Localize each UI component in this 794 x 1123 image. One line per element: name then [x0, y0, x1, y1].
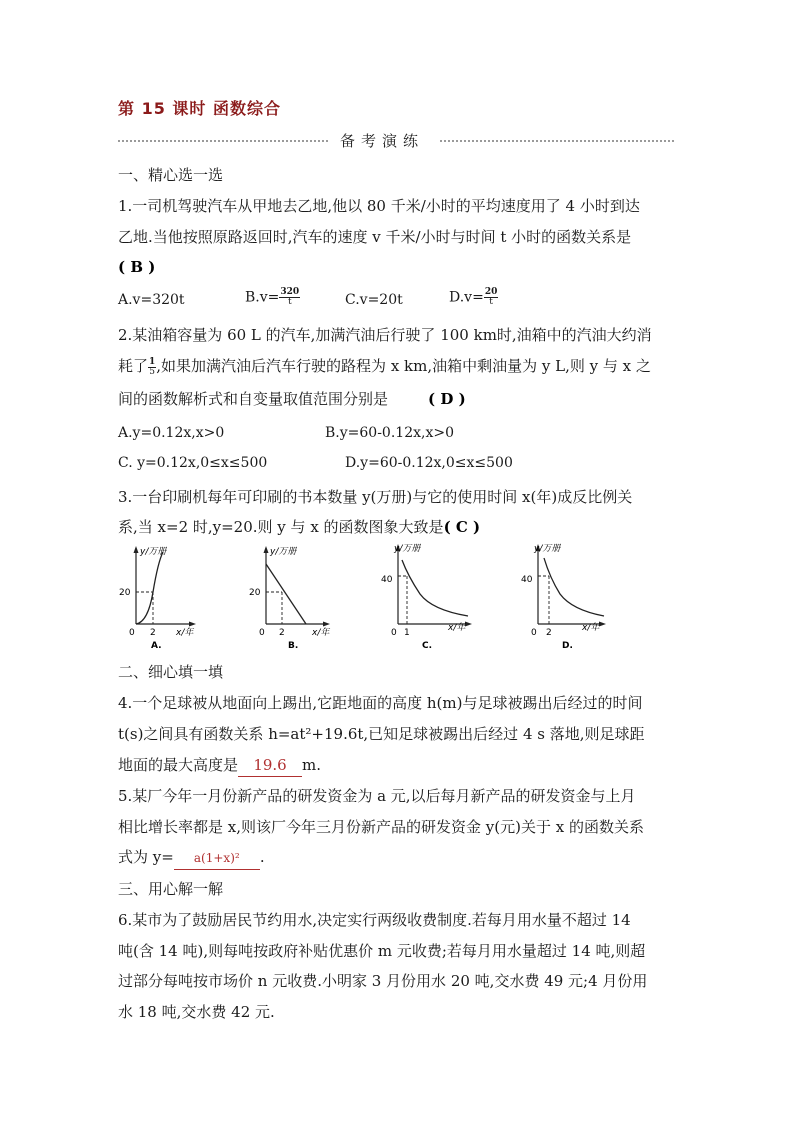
banner-divider-right — [440, 140, 674, 142]
question-4-line-1: 4.一个足球被从地面向上踢出,它距地面的高度 h(m)与足球被踢出后经过的时间 — [118, 694, 643, 712]
graph-b-xtick: 2 — [279, 628, 285, 638]
option-b-fraction — [279, 288, 300, 307]
question-2-line-3 — [118, 388, 466, 410]
question-1-option-c: C.v=20t — [345, 292, 403, 308]
option-d-numerator: 20 — [484, 287, 498, 297]
question-2-line-1: 2.某油箱容量为 60 L 的汽车,加满汽油后行驶了 100 km时,油箱中的汽油大约消 — [118, 326, 652, 344]
fraction-numerator: 1 — [149, 356, 156, 367]
option-b-denominator: t — [287, 297, 292, 307]
graph-d — [521, 543, 606, 651]
banner-text: 备考演练 — [340, 132, 425, 150]
banner-divider-left — [118, 140, 328, 142]
graph-a-xlabel: x/年 — [176, 628, 194, 638]
question-5-line-2: 相比增长率都是 x,则该厂今年三月份新产品的研发资金 y(元)关于 x 的函数关系 — [118, 818, 644, 836]
question-2-line-2-start: 耗了 — [118, 357, 149, 375]
question-2-option-b: B.y=60-0.12x,x>0 — [325, 425, 454, 441]
question-1-option-d — [449, 288, 498, 307]
question-3-line-2-text: 系,当 x=2 时,y=20.则 y 与 x 的函数图象大致是 — [118, 518, 444, 536]
section-heading-choice: 一、精心选一选 — [118, 166, 224, 184]
graph-a-xtick: 2 — [150, 628, 156, 638]
graph-c-xlabel: x/年 — [448, 623, 466, 633]
graph-d-xlabel: x/年 — [582, 623, 600, 633]
graph-c-ylabel: y/万册 — [394, 544, 421, 554]
option-b-prefix: B.v= — [245, 289, 280, 306]
fraction-denominator: 5 — [149, 366, 156, 377]
question-4-line-3 — [118, 754, 321, 777]
question-1-line-1: 1.一司机驾驶汽车从甲地去乙地,他以 80 千米/小时的平均速度用了 4 小时到达 — [118, 197, 640, 215]
question-4-line-3-start: 地面的最大高度是 — [118, 756, 239, 774]
graph-a-ytick: 20 — [119, 588, 131, 598]
graph-d-origin: 0 — [531, 628, 537, 638]
section-banner — [118, 130, 674, 152]
question-2-line-2-end: ,如果加满汽油后汽车行驶的路程为 x km,油箱中剩油量为 y L,则 y 与 x 之 — [156, 357, 651, 375]
graph-d-ylabel: y/万册 — [534, 544, 561, 554]
section-heading-solve: 三、用心解一解 — [118, 880, 224, 898]
question-2-option-d: D.y=60-0.12x,0≤x≤500 — [345, 455, 513, 471]
question-1-line-2: 乙地.当他按照原路返回时,汽车的速度 v 千米/小时与时间 t 小时的函数关系是 — [118, 228, 632, 246]
question-3-answer: ( C ) — [443, 518, 481, 536]
graph-b-origin: 0 — [259, 628, 265, 638]
graph-c-ytick: 40 — [381, 575, 393, 585]
option-d-denominator: t — [489, 297, 493, 307]
graph-d-xtick: 2 — [546, 628, 552, 638]
question-3-line-2 — [118, 516, 480, 538]
question-4-line-2: t(s)之间具有函数关系 h=at²+19.6t,已知足球被踢出后经过 4 s 落地,则足球距 — [118, 725, 645, 743]
question-6-line-1: 6.某市为了鼓励居民节约用水,决定实行两级收费制度.若每月用水量不超过 14 — [118, 911, 631, 929]
question-6-line-2: 吨(含 14 吨),则每吨按政府补贴优惠价 m 元收费;若每月用水量超过 14 吨,则超 — [118, 942, 646, 960]
question-3-graphs — [118, 540, 618, 655]
graph-b-label: B. — [288, 641, 299, 651]
question-5-line-3-end: . — [259, 848, 265, 866]
question-5-line-3 — [118, 846, 265, 870]
question-2-option-c: C. y=0.12x,0≤x≤500 — [118, 455, 268, 471]
question-6-line-4: 水 18 吨,交水费 42 元. — [118, 1003, 275, 1021]
graph-a-origin: 0 — [129, 628, 135, 638]
question-5-answer-blank: a(1+x)² — [174, 847, 260, 870]
graph-c-origin: 0 — [391, 628, 397, 638]
section-heading-fill: 二、细心填一填 — [118, 663, 224, 681]
graph-b — [249, 546, 330, 651]
graph-d-ytick: 40 — [521, 575, 533, 585]
option-d-prefix: D.v= — [449, 289, 484, 306]
option-b-numerator: 320 — [280, 287, 300, 297]
question-6-line-3: 过部分每吨按市场价 n 元收费.小明家 3 月份用水 20 吨,交水费 49 元;4 月份用 — [118, 972, 648, 990]
graph-b-ytick: 20 — [249, 588, 261, 598]
graph-d-label: D. — [562, 641, 573, 651]
question-1-option-b — [245, 288, 300, 307]
graph-a-label: A. — [151, 641, 162, 651]
graph-a — [119, 546, 196, 651]
graph-a-ylabel: y/万册 — [140, 547, 167, 557]
graph-b-ylabel: y/万册 — [270, 547, 297, 557]
question-2-option-a: A.y=0.12x,x>0 — [118, 425, 225, 441]
question-5-line-3-start: 式为 y= — [118, 848, 174, 866]
graph-b-xlabel: x/年 — [312, 628, 330, 638]
question-1-answer: ( B ) — [118, 258, 156, 276]
graph-c-label: C. — [422, 641, 433, 651]
question-1-option-a: A.v=320t — [118, 292, 185, 308]
question-2-answer: ( D ) — [428, 390, 466, 408]
option-d-fraction — [484, 288, 499, 307]
question-4-answer-blank: 19.6 — [238, 754, 302, 777]
graph-c — [381, 543, 472, 651]
question-2-line-3-text: 间的函数解析式和自变量取值范围分别是 — [118, 390, 389, 408]
question-4-line-3-end: m. — [302, 756, 322, 774]
graph-c-xtick: 1 — [404, 628, 410, 638]
question-3-line-1: 3.一台印刷机每年可印刷的书本数量 y(万册)与它的使用时间 x(年)成反比例关 — [118, 488, 633, 506]
page-title: 第 15 课时 函数综合 — [118, 99, 281, 118]
question-5-line-1: 5.某厂今年一月份新产品的研发资金为 a 元,以后每月新产品的研发资金与上月 — [118, 787, 636, 805]
question-2-line-2 — [118, 355, 651, 377]
